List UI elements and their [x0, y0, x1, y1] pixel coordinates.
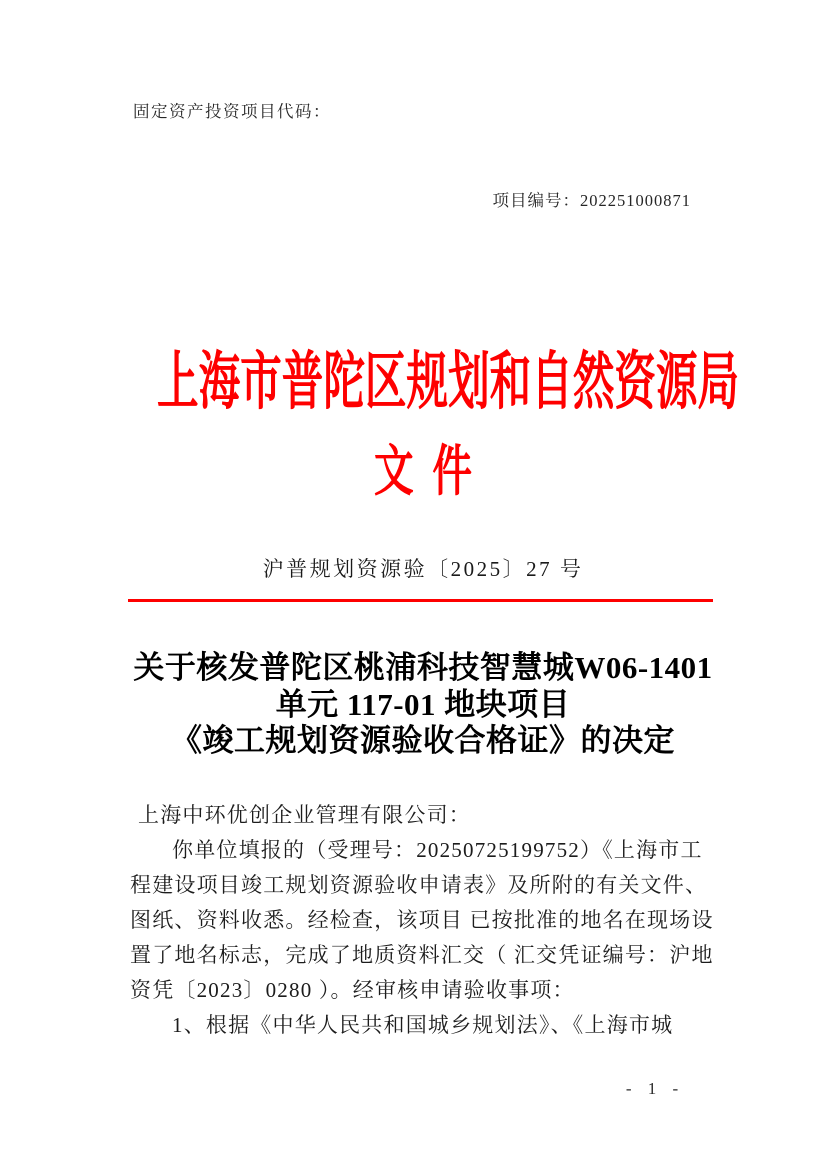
masthead-org-name: 上海市普陀区规划和自然资源局	[157, 347, 740, 417]
red-divider-line	[128, 599, 713, 602]
body-text-line: 程建设项目竣工规划资源验收申请表》及所附的有关文件、	[130, 873, 708, 897]
body-text-line: 图纸、资料收悉。经检查，该项目 已按批准的地名在现场设	[130, 908, 714, 932]
document-title	[20, 650, 826, 760]
document-title-line-2: 单元 117-01 地块项目	[275, 686, 571, 722]
project-number: 项目编号：202251000871	[492, 191, 691, 210]
project-code-label: 固定资产投资项目代码：	[133, 102, 331, 121]
page-number: - 1 -	[625, 1079, 685, 1098]
masthead-doc-word: 文件	[374, 441, 491, 502]
document-reference-number: 沪普规划资源验〔2025〕27 号	[262, 557, 584, 581]
body-text-line: 1、根据《中华人民共和国城乡规划法》、《上海市城	[172, 1013, 674, 1037]
recipient-salutation: 上海中环优创企业管理有限公司：	[138, 803, 471, 827]
body-text-line: 置了地名标志，完成了地质资料汇交（ 汇交凭证编号：沪地	[130, 943, 714, 967]
document-title-line-3: 《竣工规划资源验收合格证》的决定	[171, 723, 675, 758]
body-text-line: 你单位填报的（受理号：20250725199752）《上海市工	[172, 838, 703, 862]
document-title-line-1: 关于核发普陀区桃浦科技智慧城W06-1401	[133, 650, 713, 685]
document-body	[130, 798, 716, 1043]
body-text-line: 资凭〔2023〕0280 ）。经审核申请验收事项：	[130, 978, 575, 1002]
